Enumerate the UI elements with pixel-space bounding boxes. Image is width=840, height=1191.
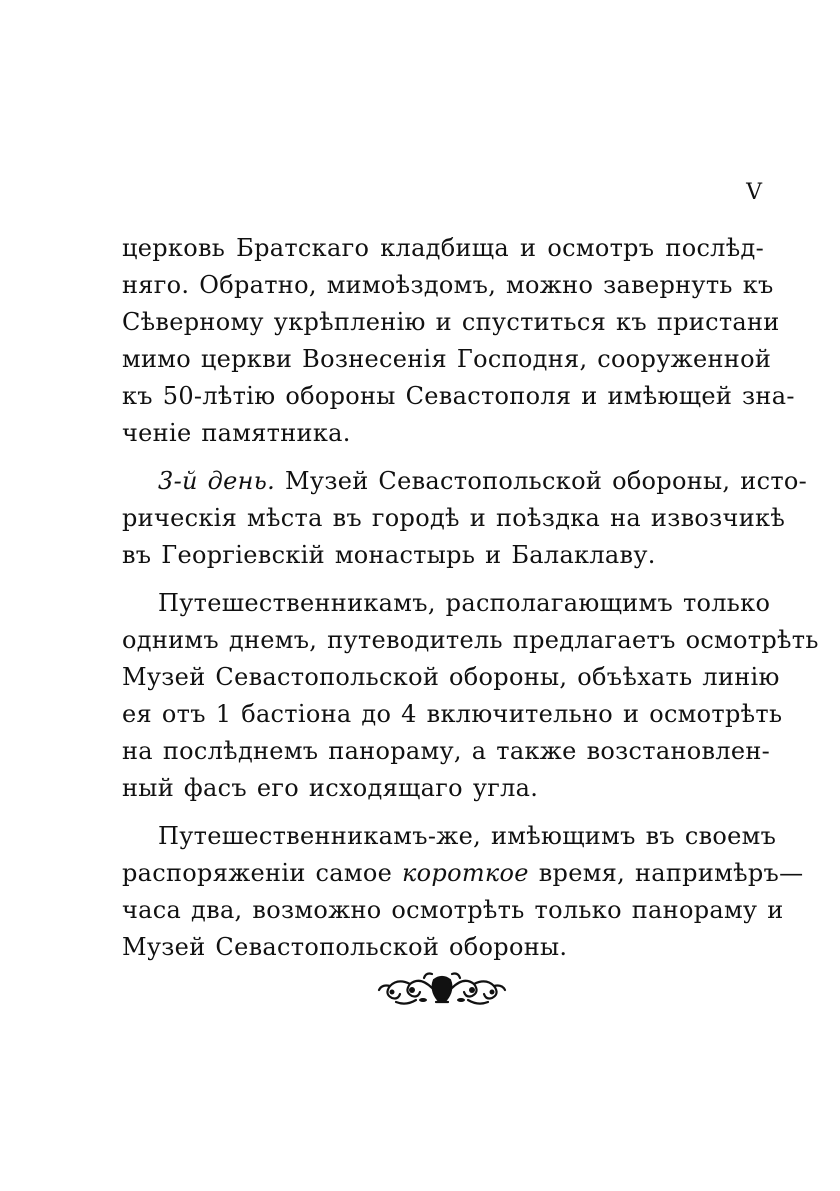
text-line: ея отъ 1 бастіона до 4 включительно и осмотрѣть <box>122 700 783 728</box>
day-heading: 3-й день. <box>158 467 276 495</box>
text-line: Музей Севастопольской обороны, объѣхать линію <box>122 663 780 691</box>
text-line <box>122 855 804 892</box>
text-line: къ 50-лѣтію обороны Севастополя и имѣющей зна- <box>122 382 795 410</box>
text-line <box>122 463 808 500</box>
paragraph-3 <box>122 585 819 807</box>
text-line: мимо церкви Вознесенія Господня, сооруженной <box>122 345 772 373</box>
text-line: ный фасъ его исходящаго угла. <box>122 774 539 802</box>
text-line: рическія мѣста въ городѣ и поѣздка на извозчикѣ <box>122 504 786 532</box>
text-line: въ Георгіевскій монастырь и Балаклаву. <box>122 541 656 569</box>
text-line: Путешественникамъ, располагающимъ только <box>158 589 771 617</box>
paragraph-4 <box>122 818 804 966</box>
text-line: церковь Братскаго кладбища и осмотръ послѣд- <box>122 234 764 262</box>
page-number: V <box>746 180 762 205</box>
paragraph-1 <box>122 230 795 452</box>
text-fragment: распоряженіи самое <box>122 859 403 887</box>
text-line: няго. Обратно, мимоѣздомъ, можно завернуть къ <box>122 271 774 299</box>
emphasis: короткое <box>402 859 529 887</box>
text-line: ченіе памятника. <box>122 419 351 447</box>
paragraph-2 <box>122 463 808 574</box>
text-fragment: время, напримѣръ— <box>528 859 804 887</box>
text-fragment: Музей Севастопольской обороны, исто- <box>275 467 808 495</box>
body-text <box>122 230 819 966</box>
text-line: на послѣднемъ панораму, а также возстановлен- <box>122 737 771 765</box>
text-line: Сѣверному укрѣпленію и спуститься къ пристани <box>122 308 780 336</box>
text-line: часа два, возможно осмотрѣть только панораму и <box>122 896 784 924</box>
text-line: однимъ днемъ, путеводитель предлагаетъ осмотрѣть <box>122 626 819 654</box>
floral-ornament-icon <box>376 970 508 1010</box>
text-line: Путешественникамъ-же, имѣющимъ въ своемъ <box>158 822 777 850</box>
text-line: Музей Севастопольской обороны. <box>122 933 568 961</box>
